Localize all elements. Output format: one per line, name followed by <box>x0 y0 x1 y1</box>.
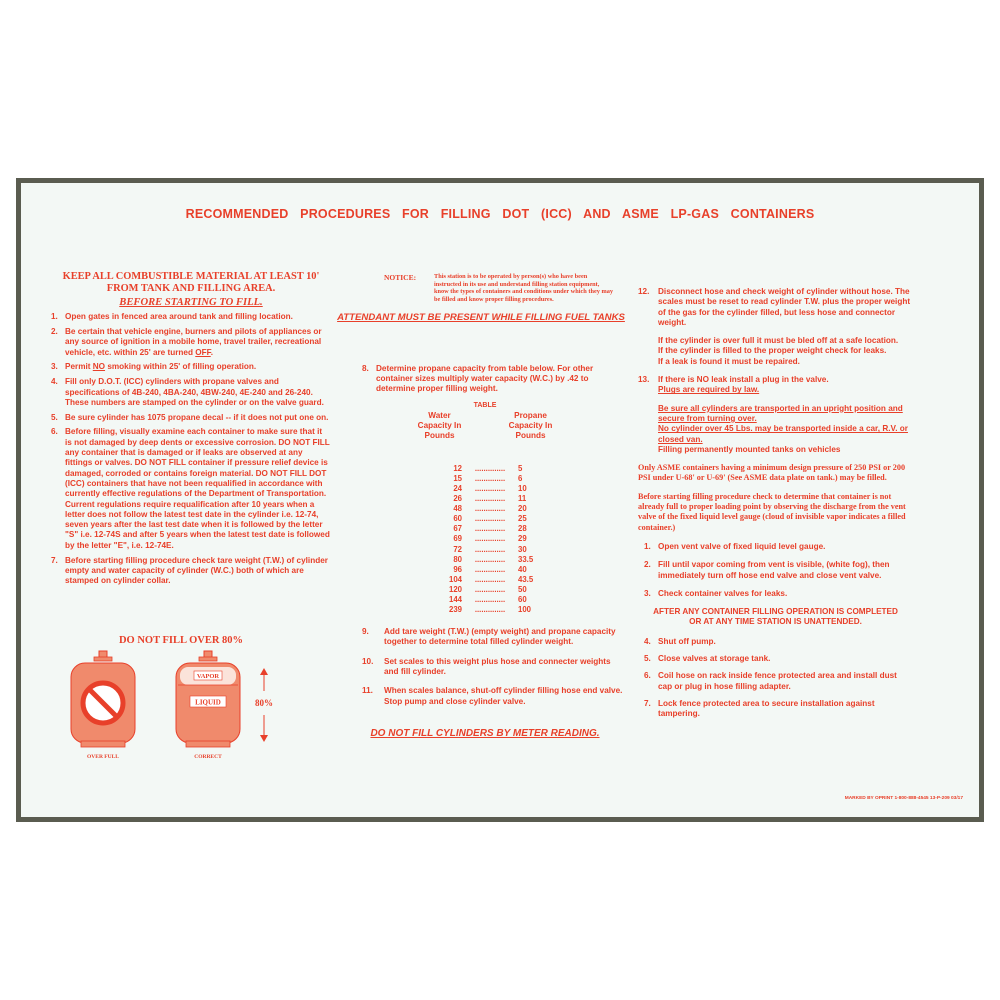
header-water-capacity: Water Capacity In Pounds <box>417 410 462 441</box>
item-number: 7. <box>644 698 651 708</box>
no-cylinder-over-45: No cylinder over 45 Lbs. may be transported inside a car, R.V. or closed van. <box>658 424 908 444</box>
item-number: 6. <box>51 427 58 437</box>
item-text <box>658 560 913 581</box>
leader-dots: .............. <box>474 564 506 574</box>
item-text-end: . <box>210 347 214 357</box>
leader-dots: .............. <box>474 514 506 524</box>
left-items <box>51 312 331 586</box>
capacity-table <box>344 464 626 615</box>
leader-dots: .............. <box>474 554 506 564</box>
item-text <box>65 327 331 358</box>
item-number: 3. <box>644 588 651 598</box>
list-item <box>51 377 331 408</box>
list-item <box>51 556 331 587</box>
right-column <box>638 287 913 727</box>
leader-dots: .............. <box>474 494 506 504</box>
item-text-main: Close valves at storage tank. <box>658 654 771 664</box>
propane-capacity-cell: 43.5 <box>518 574 534 584</box>
item-12-text: Disconnect hose and check weight of cylinder without hose. The scales must be reset to read cylinder T.W. plus the proper weight of the gas for the cylinder filled, but less hose and connector weight. <box>658 287 911 327</box>
item-text-end: smoking within 25' of filling operation. <box>105 362 257 372</box>
leader-dots: .............. <box>474 594 506 604</box>
list-item <box>51 427 331 551</box>
leader-dots: .............. <box>474 584 506 594</box>
table-title: TABLE <box>473 401 497 409</box>
before-check-note: Before starting filling procedure check to determine that container is not already full to proper loading point by observing the discharge from the vent valve of the fixed liquid level gauge (cloud of invisible vapor indicates a filled container.) <box>638 491 906 532</box>
water-capacity-cell: 48 <box>453 504 462 514</box>
water-capacity-cell: 104 <box>448 574 462 584</box>
notice-block <box>384 273 626 303</box>
item-text-main: Fill until vapor coming from vent is visible, (white fog), then immediately turn off hose end valve and close vent valve. <box>658 560 890 580</box>
item-emphasis: NO <box>92 362 106 372</box>
table-row <box>344 524 626 534</box>
list-item <box>51 327 331 358</box>
item-number: 1. <box>51 312 58 322</box>
sign-title: RECOMMENDED PROCEDURES FOR FILLING DOT (ICC) AND ASME LP-GAS CONTAINERS <box>185 207 815 221</box>
table-row <box>344 555 626 565</box>
sign-panel <box>21 183 979 817</box>
list-item <box>51 312 331 322</box>
item-text <box>658 542 913 552</box>
keep-line-2: FROM TANK AND FILLING AREA. <box>106 283 276 294</box>
water-capacity-cell: 12 <box>453 463 462 473</box>
after-line-1: AFTER ANY CONTAINER FILLING OPERATION IS COMPLETED <box>653 607 898 617</box>
leader-dots: .............. <box>474 504 506 514</box>
after-line-2: OR AT ANY TIME STATION IS UNATTENDED. <box>689 617 862 627</box>
overfull-line: If the cylinder is over full it must be bled off at a safe location. <box>658 336 899 346</box>
item-13-text: If there is NO leak install a plug in the valve. <box>658 375 829 385</box>
item-text <box>658 637 913 647</box>
transport-block <box>658 385 913 455</box>
over-full-label: OVER FULL <box>87 754 119 760</box>
item-text <box>384 627 626 648</box>
item-text <box>658 654 913 664</box>
list-item <box>51 413 331 423</box>
middle-items <box>362 627 626 707</box>
propane-capacity-cell: 25 <box>518 514 527 524</box>
item-number: 3. <box>51 362 58 372</box>
overfull-line: If the cylinder is filled to the proper weight check for leaks. <box>658 346 887 356</box>
propane-capacity-cell: 40 <box>518 564 527 574</box>
table-row <box>344 464 626 474</box>
liquid-label: LIQUID <box>195 698 221 707</box>
water-capacity-cell: 60 <box>453 514 462 524</box>
water-capacity-cell: 67 <box>453 524 462 534</box>
item-text-main: Open gates in fenced area around tank and filling location. <box>65 312 293 322</box>
notice-text: This station is to be operated by person(s) who have been instructed in its use and understand filling station equipment, know the types of containers and conditions under which they may be filled and know proper filling procedures. <box>434 273 614 303</box>
propane-capacity-cell: 28 <box>518 524 527 534</box>
item-text-main: Permit <box>65 362 93 372</box>
water-capacity-cell: 80 <box>453 554 462 564</box>
leader-dots: .............. <box>474 574 506 584</box>
list-item <box>644 671 913 692</box>
steps-b <box>644 637 913 720</box>
list-item <box>51 362 331 372</box>
item-text <box>65 377 331 408</box>
item-text <box>658 671 913 692</box>
list-item <box>644 654 913 664</box>
table-row <box>344 484 626 494</box>
item-8-text: Determine propane capacity from table below. For other container sizes multiply water capacity (W.C.) by .42 to determine proper filling weight. <box>376 363 594 394</box>
item-number: 4. <box>51 377 58 387</box>
item-text <box>384 686 626 707</box>
list-item <box>362 686 626 707</box>
propane-capacity-cell: 30 <box>518 544 527 554</box>
water-capacity-cell: 26 <box>453 494 462 504</box>
item-emphasis: OFF <box>195 347 211 357</box>
item-number: 10. <box>362 656 374 666</box>
overfull-tank-icon <box>71 651 135 747</box>
table-row <box>344 575 626 585</box>
fill-diagram <box>61 635 301 765</box>
item-8 <box>362 364 626 395</box>
list-item <box>644 560 913 581</box>
item-text-main: Open vent valve of fixed liquid level gauge. <box>658 541 826 551</box>
item-text-main: Before starting filling procedure check tare weight (T.W.) of cylinder empty and water capacity of cylinder (W.C.) both of which are stamped on cylinder collar. <box>65 555 328 586</box>
propane-capacity-cell: 6 <box>518 473 523 483</box>
propane-capacity-cell: 29 <box>518 534 527 544</box>
propane-capacity-cell: 11 <box>518 494 527 504</box>
item-text-main: Add tare weight (T.W.) (empty weight) and propane capacity together to determine total filled cylinder weight. <box>384 627 616 647</box>
item-8-num: 8. <box>362 363 369 373</box>
item-text-main: Be certain that vehicle engine, burners and pilots of appliances or any source of ignition in a mobile home, travel trailer, recreational vehicle, etc. within 25' are turned <box>65 327 322 357</box>
propane-capacity-cell: 33.5 <box>518 554 534 564</box>
table-row <box>344 595 626 605</box>
sign-frame <box>16 178 984 822</box>
propane-capacity-cell: 100 <box>518 605 532 615</box>
table-row <box>344 514 626 524</box>
overfull-line: If a leak is found it must be repaired. <box>658 356 800 366</box>
item-13 <box>638 375 913 385</box>
keep-warning <box>51 271 331 295</box>
eighty-percent-label: 80% <box>255 698 273 708</box>
meter-warning: DO NOT FILL CYLINDERS BY METER READING. <box>370 727 600 739</box>
table-row <box>344 585 626 595</box>
do-not-fill-80-heading: DO NOT FILL OVER 80% <box>118 635 244 646</box>
water-capacity-cell: 24 <box>453 483 462 493</box>
table-headers <box>344 411 626 442</box>
item-number: 11. <box>362 686 373 696</box>
water-capacity-cell: 239 <box>448 605 462 615</box>
item-number: 9. <box>362 627 369 637</box>
propane-capacity-cell: 60 <box>518 594 527 604</box>
item-number: 4. <box>644 636 651 646</box>
header-propane-capacity: Propane Capacity In Pounds <box>508 410 553 441</box>
item-12 <box>638 287 913 328</box>
water-capacity-cell: 144 <box>448 594 462 604</box>
steps-a <box>644 542 913 599</box>
table-row <box>344 605 626 615</box>
water-capacity-cell: 96 <box>453 564 462 574</box>
leader-dots: .............. <box>474 483 506 493</box>
leader-dots: .............. <box>474 605 506 615</box>
item-number: 7. <box>51 555 58 565</box>
water-capacity-cell: 120 <box>448 584 462 594</box>
item-text-main: Shut off pump. <box>658 636 716 646</box>
table-row <box>344 534 626 544</box>
marked-by: MARKED BY OPRINT 1-800-888-4545 13-P-209 03/17 <box>844 796 963 801</box>
item-text-main: Set scales to this weight plus hose and connecter weights and fill cylinder. <box>384 656 611 677</box>
notice-label: NOTICE: <box>384 273 417 282</box>
overfull-lines <box>658 336 913 367</box>
item-text <box>658 589 913 599</box>
leader-dots: .............. <box>474 534 506 544</box>
item-number: 2. <box>644 560 651 570</box>
water-capacity-cell: 69 <box>453 534 462 544</box>
propane-capacity-cell: 5 <box>518 463 523 473</box>
propane-capacity-cell: 20 <box>518 504 527 514</box>
item-13-num: 13. <box>638 375 650 385</box>
item-text <box>658 699 913 720</box>
item-text-main: When scales balance, shut-off cylinder filling hose end valve. Stop pump and close cylinder valve. <box>384 686 623 706</box>
list-item <box>644 589 913 599</box>
water-capacity-cell: 15 <box>453 473 462 483</box>
leader-dots: .............. <box>474 473 506 483</box>
vapor-label: VAPOR <box>196 673 220 680</box>
correct-label: CORRECT <box>194 754 222 760</box>
item-text <box>65 556 331 587</box>
item-number: 6. <box>644 671 651 681</box>
list-item <box>644 637 913 647</box>
after-filling-note <box>638 607 913 628</box>
item-text-main: Before filling, visually examine each container to make sure that it is not damaged by deep dents or excessive corrosion. DO NOT FILL any container that is damaged or if leaks are observed at any fittings or valves. DO NOT FILL container if pressure relief device is damaged, corroded or contains foreign material. DO NOT FILL DOT (ICC) containers that have not been requalified in accordance with currently effective regulations of the Department of Transportation. Current regulations require requalification after 10 years when a letter does not follow the latest test date in the cylinder i.e. 12-74, seven years after the last test date when it is followed by the letter "S" i.e. 12-74S and after 5 years when the latest test date is followed by the letter "E", i.e. 12-74E. <box>65 427 330 550</box>
keep-line-1: KEEP ALL COMBUSTIBLE MATERIAL AT LEAST 10' <box>62 271 320 282</box>
left-column <box>51 271 331 591</box>
item-number: 5. <box>644 654 651 664</box>
permanent-tanks: Filling permanently mounted tanks on vehicles <box>658 444 841 454</box>
table-row <box>344 494 626 504</box>
leader-dots: .............. <box>474 544 506 554</box>
item-number: 2. <box>51 327 58 337</box>
water-capacity-cell: 72 <box>453 544 462 554</box>
item-text <box>65 312 331 322</box>
cylinder-diagram <box>61 635 301 765</box>
table-row <box>344 565 626 575</box>
plugs-required: Plugs are required by law. <box>658 385 760 395</box>
item-text-main: Lock fence protected area to secure installation against tampering. <box>658 698 875 719</box>
table-row <box>344 474 626 484</box>
leader-dots: .............. <box>474 524 506 534</box>
item-text <box>65 362 331 372</box>
item-number: 1. <box>644 541 651 551</box>
item-text-main: Fill only D.O.T. (ICC) cylinders with propane valves and specifications of 4B-240, 4BA-240, 4BW-240, 4E-240 and 26-240. These numbers are stamped on the cylinder or on the valve guard. <box>65 377 324 407</box>
asme-note: Only ASME containers having a minimum design pressure of 250 PSI or 200 PSI under U-68' or U-69' (See ASME data plate on tank.) may be filled. <box>638 463 906 483</box>
list-item <box>362 627 626 648</box>
table-row <box>344 545 626 555</box>
list-item <box>644 699 913 720</box>
propane-capacity-cell: 10 <box>518 483 527 493</box>
item-text <box>65 413 331 423</box>
propane-capacity-cell: 50 <box>518 584 527 594</box>
item-text-main: Check container valves for leaks. <box>658 588 788 598</box>
list-item <box>362 657 626 678</box>
item-text <box>384 657 626 678</box>
leader-dots: .............. <box>474 463 506 473</box>
item-text <box>65 427 331 551</box>
list-item <box>644 542 913 552</box>
item-12-num: 12. <box>638 287 650 296</box>
item-text-main: Be sure cylinder has 1075 propane decal -- if it does not put one on. <box>65 412 329 422</box>
table-row <box>344 504 626 514</box>
transport-upright: Be sure all cylinders are transported in an upright position and secure from turning over. <box>658 403 903 423</box>
middle-column <box>337 273 626 739</box>
before-heading: BEFORE STARTING TO FILL. <box>119 297 263 308</box>
attendant-warning: ATTENDANT MUST BE PRESENT WHILE FILLING FUEL TANKS <box>337 312 625 324</box>
item-text-main: Coil hose on rack inside fence protected area and install dust cap or plug in hose filling adapter. <box>658 671 897 691</box>
item-number: 5. <box>51 412 58 422</box>
